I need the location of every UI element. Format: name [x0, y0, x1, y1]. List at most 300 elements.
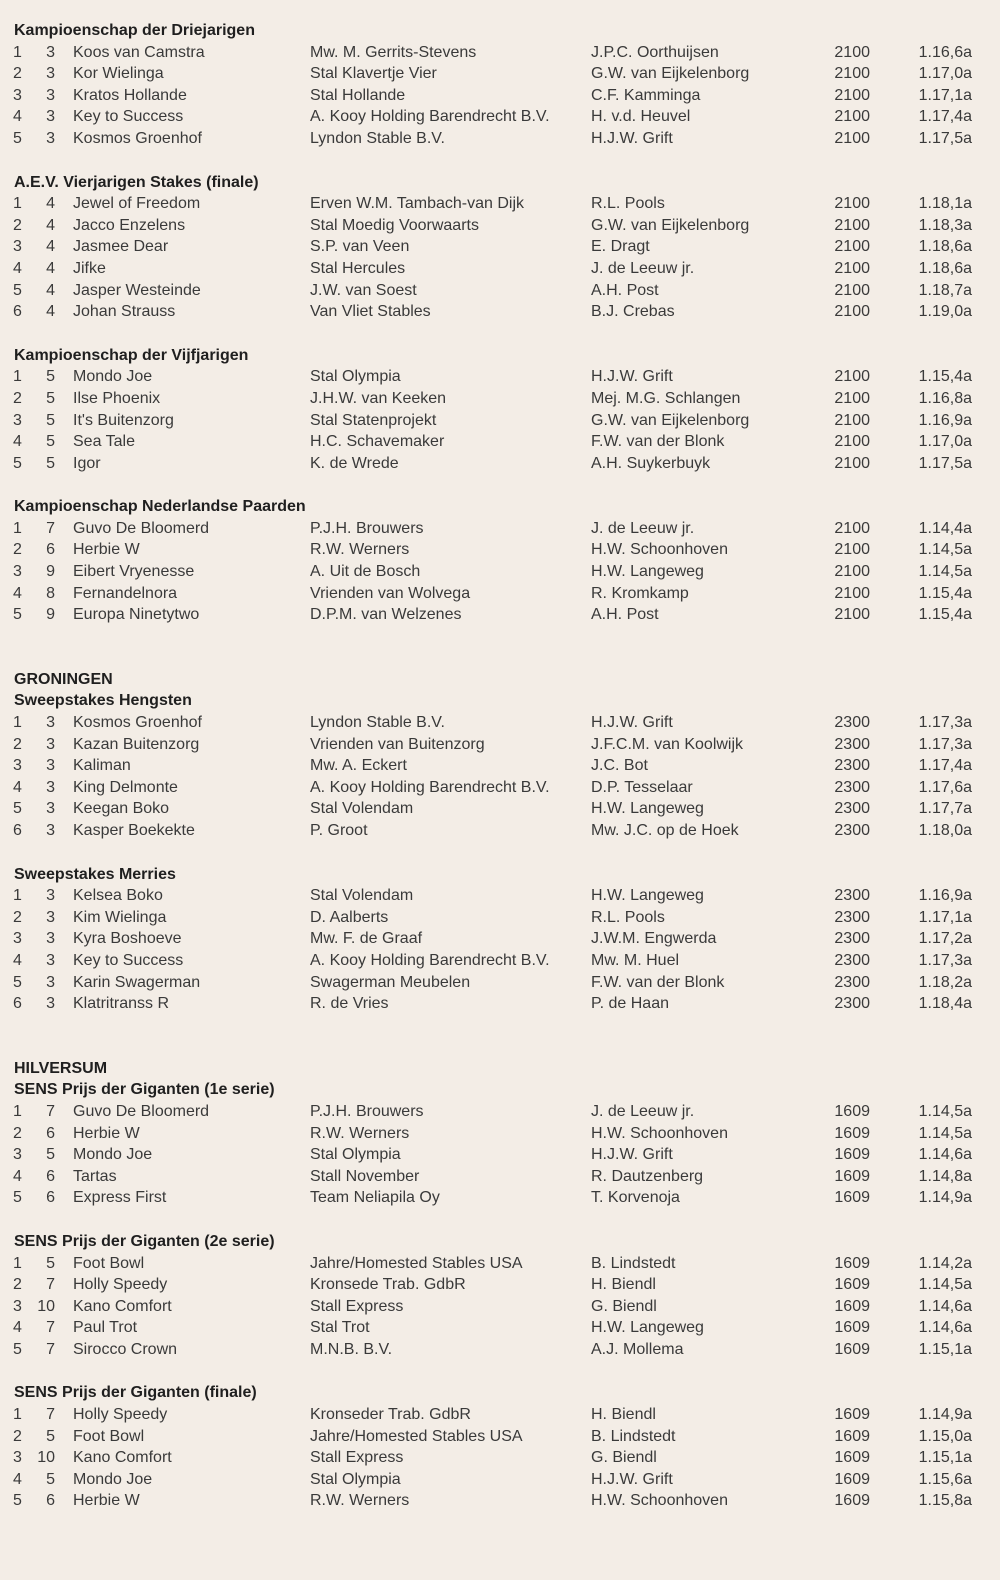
result-row [0, 907, 1000, 929]
owner-name: R.W. Werners [310, 1492, 410, 1510]
result-position: 1 [13, 519, 22, 537]
horse-age: 5 [46, 454, 55, 472]
kilometer-time: 1.14,5a [918, 1102, 972, 1120]
result-position: 5 [13, 281, 22, 299]
horse-name: Herbie W [73, 1492, 140, 1510]
race-distance: 2100 [834, 129, 870, 147]
horse-name: Kratos Hollande [73, 86, 187, 104]
driver-name: H. Biendl [591, 1406, 656, 1424]
horse-age: 3 [46, 951, 55, 969]
kilometer-time: 1.17,5a [918, 454, 972, 472]
kilometer-time: 1.14,6a [918, 1319, 972, 1337]
horse-name: Eibert Vryenesse [73, 563, 195, 581]
result-position: 5 [13, 129, 22, 147]
result-position: 2 [13, 216, 22, 234]
owner-name: Stal Volendam [310, 800, 414, 818]
driver-name: J.P.C. Oorthuijsen [591, 43, 719, 61]
horse-name: Johan Strauss [73, 303, 176, 321]
owner-name: Vrienden van Buitenzorg [310, 735, 485, 753]
race-gap [0, 1360, 1000, 1382]
horse-name: Kor Wielinga [73, 65, 164, 83]
race-distance: 2100 [834, 303, 870, 321]
result-row [0, 1144, 1000, 1166]
result-position: 5 [13, 454, 22, 472]
race-title: A.E.V. Vierjarigen Stakes (finale) [14, 173, 259, 191]
result-position: 1 [13, 887, 22, 905]
result-row [0, 280, 1000, 302]
horse-age: 3 [46, 908, 55, 926]
horse-name: Jifke [73, 259, 106, 277]
result-row [0, 518, 1000, 540]
result-position: 5 [13, 973, 22, 991]
owner-name: Stal Klavertje Vier [310, 65, 437, 83]
horse-name: Kim Wielinga [73, 908, 167, 926]
horse-age: 9 [46, 606, 55, 624]
result-row [0, 1123, 1000, 1145]
race-gap [0, 1209, 1000, 1231]
owner-name: Lyndon Stable B.V. [310, 129, 445, 147]
horse-age: 7 [46, 1102, 55, 1120]
horse-name: Sirocco Crown [73, 1340, 178, 1358]
owner-name: Stal Olympia [310, 1146, 401, 1164]
result-position: 3 [13, 1146, 22, 1164]
race-title: SENS Prijs der Giganten (finale) [14, 1384, 257, 1402]
section-gap [0, 1015, 1000, 1058]
race-distance: 1609 [834, 1427, 870, 1445]
horse-age: 5 [46, 368, 55, 386]
race-title: SENS Prijs der Giganten (1e serie) [14, 1081, 275, 1099]
owner-name: Stall November [310, 1167, 420, 1185]
result-row [0, 1426, 1000, 1448]
result-row [0, 1404, 1000, 1426]
race-distance: 1609 [834, 1102, 870, 1120]
driver-name: A.H. Post [591, 281, 659, 299]
race-distance: 1609 [834, 1406, 870, 1424]
kilometer-time: 1.18,6a [918, 259, 972, 277]
driver-name: A.J. Mollema [591, 1340, 684, 1358]
kilometer-time: 1.14,6a [918, 1146, 972, 1164]
race-distance: 1609 [834, 1449, 870, 1467]
region-section [0, 1015, 1000, 1512]
horse-name: Sea Tale [73, 433, 135, 451]
driver-name: R.L. Pools [591, 195, 665, 213]
horse-age: 3 [46, 822, 55, 839]
owner-name: Kronsede Trab. GdbR [310, 1276, 466, 1294]
race-distance: 2100 [834, 259, 870, 277]
result-row [0, 755, 1000, 777]
horse-name: Kosmos Groenhof [73, 714, 202, 732]
driver-name: B. Lindstedt [591, 1427, 676, 1445]
owner-name: Kronseder Trab. GdbR [310, 1406, 471, 1424]
driver-name: R. Dautzenberg [591, 1167, 704, 1185]
horse-age: 6 [46, 1167, 55, 1185]
horse-name: Key to Success [73, 108, 184, 126]
race-distance: 1609 [834, 1189, 870, 1207]
driver-name: H.W. Schoonhoven [591, 541, 728, 559]
race-distance: 2300 [834, 778, 870, 796]
race-distance: 2300 [834, 930, 870, 948]
horse-age: 3 [46, 735, 55, 753]
horse-age: 4 [46, 195, 55, 213]
owner-name: J.W. van Soest [310, 281, 417, 299]
owner-name: Lyndon Stable B.V. [310, 714, 445, 732]
horse-age: 9 [46, 563, 55, 581]
race-distance: 1609 [834, 1167, 870, 1185]
kilometer-time: 1.15,8a [918, 1492, 972, 1510]
horse-age: 10 [37, 1449, 55, 1467]
driver-name: A.H. Suykerbuyk [591, 454, 711, 472]
kilometer-time: 1.17,3a [918, 735, 972, 753]
race-title: Sweepstakes Merries [14, 865, 176, 883]
kilometer-time: 1.17,3a [918, 714, 972, 732]
kilometer-time: 1.17,3a [918, 951, 972, 969]
owner-name: A. Kooy Holding Barendrecht B.V. [310, 951, 550, 969]
horse-name: Jasmee Dear [73, 238, 169, 256]
kilometer-time: 1.15,4a [918, 584, 972, 602]
horse-age: 5 [46, 1146, 55, 1164]
result-position: 3 [13, 563, 22, 581]
result-position: 4 [13, 108, 22, 126]
result-position: 4 [13, 433, 22, 451]
driver-name: H.J.W. Grift [591, 368, 673, 386]
result-position: 3 [13, 238, 22, 256]
horse-name: Klatritranss R [73, 995, 170, 1013]
kilometer-time: 1.15,1a [918, 1340, 972, 1358]
result-position: 4 [13, 584, 22, 602]
result-position: 6 [13, 303, 22, 321]
kilometer-time: 1.15,4a [918, 368, 972, 386]
race-distance: 2300 [834, 735, 870, 753]
owner-name: S.P. van Veen [310, 238, 410, 256]
driver-name: J. de Leeuw jr. [591, 1102, 695, 1120]
result-row [0, 820, 1000, 842]
horse-name: It's Buitenzorg [73, 411, 174, 429]
kilometer-time: 1.17,4a [918, 108, 972, 126]
race-distance: 2300 [834, 908, 870, 926]
horse-name: Foot Bowl [73, 1427, 145, 1445]
horse-name: Herbie W [73, 541, 140, 559]
result-row [0, 798, 1000, 820]
result-row [0, 453, 1000, 475]
kilometer-time: 1.15,4a [918, 606, 972, 624]
horse-name: Karin Swagerman [73, 973, 201, 991]
horse-age: 6 [46, 1189, 55, 1207]
race-distance: 2100 [834, 238, 870, 256]
result-row [0, 561, 1000, 583]
result-row [0, 712, 1000, 734]
horse-age: 4 [46, 303, 55, 321]
driver-name: H. Biendl [591, 1276, 656, 1294]
horse-age: 3 [46, 65, 55, 83]
result-position: 2 [13, 908, 22, 926]
race-distance: 1609 [834, 1492, 870, 1510]
driver-name: J.F.C.M. van Koolwijk [591, 735, 744, 753]
owner-name: Stal Olympia [310, 368, 401, 386]
horse-name: Jewel of Freedom [73, 195, 201, 213]
owner-name: A. Uit de Bosch [310, 563, 421, 581]
driver-name: E. Dragt [591, 238, 650, 256]
race-distance: 1609 [834, 1146, 870, 1164]
race-distance: 2100 [834, 86, 870, 104]
result-position: 2 [13, 541, 22, 559]
race-distance: 2100 [834, 606, 870, 624]
driver-name: H.W. Langeweg [591, 1319, 704, 1337]
kilometer-time: 1.18,1a [918, 195, 972, 213]
driver-name: C.F. Kamminga [591, 86, 701, 104]
race-distance: 2100 [834, 519, 870, 537]
result-position: 2 [13, 1427, 22, 1445]
horse-name: King Delmonte [73, 778, 178, 796]
horse-age: 3 [46, 86, 55, 104]
horse-name: Jacco Enzelens [73, 216, 186, 234]
owner-name: R.W. Werners [310, 541, 410, 559]
horse-age: 4 [46, 259, 55, 277]
horse-name: Tartas [73, 1167, 117, 1185]
horse-age: 3 [46, 973, 55, 991]
driver-name: Mej. M.G. Schlangen [591, 389, 741, 407]
driver-name: J. de Leeuw jr. [591, 519, 695, 537]
horse-name: Holly Speedy [73, 1406, 168, 1424]
horse-name: Holly Speedy [73, 1276, 168, 1294]
driver-name: R. Kromkamp [591, 584, 689, 602]
horse-name: Keegan Boko [73, 800, 170, 818]
result-row [0, 993, 1000, 1015]
kilometer-time: 1.17,7a [918, 800, 972, 818]
race-distance: 2100 [834, 433, 870, 451]
kilometer-time: 1.14,8a [918, 1167, 972, 1185]
driver-name: H.W. Langeweg [591, 800, 704, 818]
kilometer-time: 1.18,0a [918, 822, 972, 839]
horse-age: 3 [46, 43, 55, 61]
horse-name: Koos van Camstra [73, 43, 205, 61]
result-row [0, 1101, 1000, 1123]
owner-name: Stal Trot [310, 1319, 370, 1337]
horse-age: 8 [46, 584, 55, 602]
owner-name: R.W. Werners [310, 1124, 410, 1142]
horse-name: Ilse Phoenix [73, 389, 161, 407]
result-position: 4 [13, 1319, 22, 1337]
result-position: 1 [13, 1406, 22, 1424]
race-distance: 2100 [834, 454, 870, 472]
driver-name: G.W. van Eijkelenborg [591, 411, 750, 429]
result-position: 2 [13, 735, 22, 753]
kilometer-time: 1.16,9a [918, 411, 972, 429]
region-section [0, 626, 1000, 1015]
result-position: 1 [13, 1102, 22, 1120]
kilometer-time: 1.14,6a [918, 1297, 972, 1315]
owner-name: Stal Hercules [310, 259, 406, 277]
kilometer-time: 1.16,6a [918, 43, 972, 61]
driver-name: H.J.W. Grift [591, 1470, 673, 1488]
horse-name: Fernandelnora [73, 584, 178, 602]
horse-age: 5 [46, 1470, 55, 1488]
result-row [0, 1274, 1000, 1296]
race-distance: 2100 [834, 195, 870, 213]
race-distance: 2300 [834, 757, 870, 775]
race-gap [0, 150, 1000, 172]
result-row [0, 106, 1000, 128]
result-position: 4 [13, 778, 22, 796]
horse-name: Guvo De Bloomerd [73, 1102, 210, 1120]
horse-age: 3 [46, 995, 55, 1013]
kilometer-time: 1.18,2a [918, 973, 972, 991]
kilometer-time: 1.14,5a [918, 563, 972, 581]
result-position: 5 [13, 606, 22, 624]
horse-name: Paul Trot [73, 1319, 138, 1337]
result-position: 6 [13, 822, 22, 839]
horse-age: 6 [46, 541, 55, 559]
result-row [0, 777, 1000, 799]
kilometer-time: 1.16,9a [918, 887, 972, 905]
result-position: 6 [13, 995, 22, 1013]
kilometer-time: 1.14,4a [918, 519, 972, 537]
driver-name: H.W. Langeweg [591, 563, 704, 581]
kilometer-time: 1.14,2a [918, 1254, 972, 1272]
horse-name: Kosmos Groenhof [73, 129, 202, 147]
driver-name: R.L. Pools [591, 908, 665, 926]
owner-name: Stall Express [310, 1449, 404, 1467]
race-gap [0, 474, 1000, 496]
race-distance: 2100 [834, 584, 870, 602]
race-gap [0, 323, 1000, 345]
race-distance: 2100 [834, 389, 870, 407]
driver-name: J.W.M. Engwerda [591, 930, 717, 948]
result-position: 1 [13, 714, 22, 732]
kilometer-time: 1.14,9a [918, 1189, 972, 1207]
result-row [0, 1187, 1000, 1209]
result-position: 2 [13, 1124, 22, 1142]
race-title: Kampioenschap Nederlandse Paarden [14, 498, 306, 516]
horse-age: 6 [46, 1492, 55, 1510]
horse-age: 3 [46, 887, 55, 905]
horse-name: Kelsea Boko [73, 887, 163, 905]
horse-name: Mondo Joe [73, 368, 153, 386]
owner-name: Mw. M. Gerrits-Stevens [310, 43, 477, 61]
owner-name: Mw. F. de Graaf [310, 930, 423, 948]
top-margin [0, 0, 1000, 20]
owner-name: Stal Statenprojekt [310, 411, 437, 429]
owner-name: Team Neliapila Oy [310, 1189, 440, 1207]
horse-age: 5 [46, 1254, 55, 1272]
race-distance: 1609 [834, 1297, 870, 1315]
driver-name: Mw. J.C. op de Hoek [591, 822, 739, 839]
owner-name: J.H.W. van Keeken [310, 389, 447, 407]
region-heading: GRONINGEN [14, 670, 113, 688]
kilometer-time: 1.18,6a [918, 238, 972, 256]
kilometer-time: 1.17,1a [918, 908, 972, 926]
owner-name: Stal Moedig Voorwaarts [310, 216, 479, 234]
result-position: 3 [13, 411, 22, 429]
result-row [0, 366, 1000, 388]
horse-name: Kasper Boekekte [73, 822, 195, 839]
horse-name: Express First [73, 1189, 167, 1207]
horse-age: 3 [46, 108, 55, 126]
horse-name: Kaliman [73, 757, 131, 775]
kilometer-time: 1.15,0a [918, 1427, 972, 1445]
kilometer-time: 1.15,1a [918, 1449, 972, 1467]
kilometer-time: 1.15,6a [918, 1470, 972, 1488]
owner-name: Van Vliet Stables [310, 303, 431, 321]
result-position: 5 [13, 1492, 22, 1510]
driver-name: G. Biendl [591, 1297, 657, 1315]
race-distance: 2300 [834, 887, 870, 905]
result-row [0, 85, 1000, 107]
driver-name: F.W. van der Blonk [591, 433, 725, 451]
driver-name: F.W. van der Blonk [591, 973, 725, 991]
owner-name: P.J.H. Brouwers [310, 519, 424, 537]
horse-age: 3 [46, 757, 55, 775]
owner-name: M.N.B. B.V. [310, 1340, 393, 1358]
horse-age: 5 [46, 1427, 55, 1445]
kilometer-time: 1.17,5a [918, 129, 972, 147]
race-title: SENS Prijs der Giganten (2e serie) [14, 1232, 275, 1250]
owner-name: D. Aalberts [310, 908, 389, 926]
kilometer-time: 1.17,2a [918, 930, 972, 948]
driver-name: G.W. van Eijkelenborg [591, 65, 750, 83]
race-distance: 2300 [834, 951, 870, 969]
result-row [0, 1253, 1000, 1275]
horse-age: 7 [46, 1406, 55, 1424]
owner-name: H.C. Schavemaker [310, 433, 445, 451]
horse-name: Mondo Joe [73, 1146, 153, 1164]
kilometer-time: 1.16,8a [918, 389, 972, 407]
owner-name: A. Kooy Holding Barendrecht B.V. [310, 108, 550, 126]
result-position: 1 [13, 195, 22, 213]
driver-name: Mw. M. Huel [591, 951, 680, 969]
horse-name: Foot Bowl [73, 1254, 145, 1272]
horse-age: 4 [46, 216, 55, 234]
result-position: 5 [13, 1189, 22, 1207]
result-position: 5 [13, 800, 22, 818]
result-position: 3 [13, 757, 22, 775]
race-title: Sweepstakes Hengsten [14, 692, 192, 710]
race-distance: 2100 [834, 368, 870, 386]
horse-age: 4 [46, 238, 55, 256]
race-distance: 2100 [834, 108, 870, 126]
result-position: 4 [13, 1167, 22, 1185]
race-distance: 2100 [834, 216, 870, 234]
horse-age: 4 [46, 281, 55, 299]
owner-name: Jahre/Homested Stables USA [310, 1254, 523, 1272]
driver-name: H.W. Schoonhoven [591, 1124, 728, 1142]
result-row [0, 1296, 1000, 1318]
horse-age: 3 [46, 800, 55, 818]
result-row [0, 583, 1000, 605]
result-position: 4 [13, 951, 22, 969]
driver-name: D.P. Tesselaar [591, 778, 693, 796]
result-position: 2 [13, 65, 22, 83]
race-distance: 2300 [834, 800, 870, 818]
driver-name: J.C. Bot [591, 757, 648, 775]
race-distance: 2300 [834, 714, 870, 732]
kilometer-time: 1.19,0a [918, 303, 972, 321]
owner-name: R. de Vries [310, 995, 389, 1013]
result-row [0, 258, 1000, 280]
horse-name: Key to Success [73, 951, 184, 969]
race-distance: 2100 [834, 65, 870, 83]
owner-name: A. Kooy Holding Barendrecht B.V. [310, 778, 550, 796]
kilometer-time: 1.17,1a [918, 86, 972, 104]
owner-name: Stal Hollande [310, 86, 406, 104]
driver-name: B.J. Crebas [591, 303, 675, 321]
horse-age: 3 [46, 129, 55, 147]
result-row [0, 1317, 1000, 1339]
owner-name: Mw. A. Eckert [310, 757, 407, 775]
driver-name: J. de Leeuw jr. [591, 259, 695, 277]
owner-name: Swagerman Meubelen [310, 973, 471, 991]
horse-name: Guvo De Bloomerd [73, 519, 210, 537]
horse-age: 3 [46, 930, 55, 948]
